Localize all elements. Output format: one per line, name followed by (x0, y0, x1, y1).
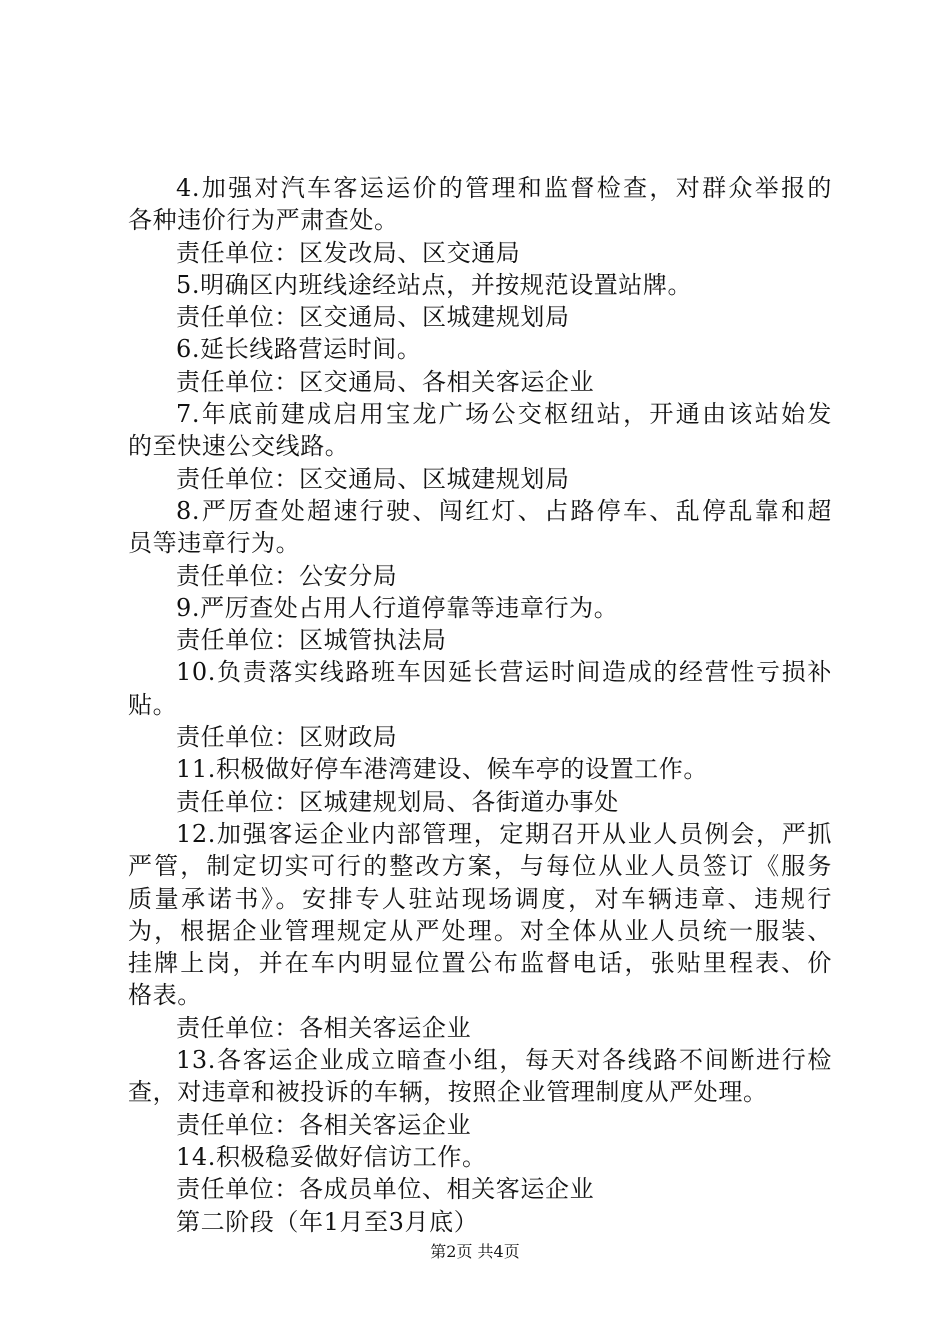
item-10-line-2: 贴。 (128, 690, 178, 719)
item-13-line-1: 13.各客运企业成立暗查小组，每天对各线路不间断进行检 (176, 1046, 832, 1075)
item-9-line-1: 9.严厉查处占用人行道停靠等违章行为。 (176, 593, 619, 622)
item-11-responsible: 责任单位：区城建规划局、各街道办事处 (176, 787, 619, 816)
item-4-line-1: 4.加强对汽车客运运价的管理和监督检查，对群众举报的 (176, 174, 832, 202)
item-4-responsible: 责任单位：区发改局、区交通局 (176, 238, 521, 267)
item-14-line-1: 14.积极稳妥做好信访工作。 (176, 1142, 487, 1171)
item-11-line-1: 11.积极做好停车港湾建设、候车亭的设置工作。 (176, 755, 708, 784)
item-10-responsible: 责任单位：区财政局 (176, 723, 398, 752)
item-12-line-4: 为，根据企业管理规定从严处理。对全体从业人员统一服装、 (128, 916, 832, 945)
item-8-responsible: 责任单位：公安分局 (176, 561, 398, 590)
item-6-responsible: 责任单位：区交通局、各相关客运企业 (176, 367, 595, 396)
item-5-line-1: 5.明确区内班线途经站点，并按规范设置站牌。 (176, 270, 693, 299)
item-12-line-6: 格表。 (128, 981, 202, 1010)
item-7-line-1: 7.年底前建成启用宝龙广场公交枢纽站，开通由该站始发 (176, 400, 832, 429)
item-9-responsible: 责任单位：区城管执法局 (176, 626, 447, 655)
section-heading-phase-2: 第二阶段（年1月至3月底） (176, 1207, 479, 1236)
item-5-responsible: 责任单位：区交通局、区城建规划局 (176, 303, 570, 332)
page-footer: 第2页 共4页 (430, 1242, 520, 1261)
item-14-responsible: 责任单位：各成员单位、相关客运企业 (176, 1175, 595, 1204)
item-12-line-3: 质量承诺书》。安排专人驻站现场调度，对车辆违章、违规行 (128, 884, 832, 913)
item-7-responsible: 责任单位：区交通局、区城建规划局 (176, 464, 570, 493)
item-13-responsible: 责任单位：各相关客运企业 (176, 1110, 472, 1139)
item-12-line-5: 挂牌上岗，并在车内明显位置公布监督电话，张贴里程表、价 (128, 949, 832, 978)
item-7-line-2: 的至快速公交线路。 (128, 432, 350, 461)
item-8-line-1: 8.严厉查处超速行驶、闯红灯、占路停车、乱停乱靠和超 (176, 496, 832, 525)
item-6-line-1: 6.延长线路营运时间。 (176, 335, 422, 364)
item-8-line-2: 员等违章行为。 (128, 529, 301, 558)
item-12-responsible: 责任单位：各相关客运企业 (176, 1013, 472, 1042)
item-10-line-1: 10.负责落实线路班车因延长营运时间造成的经营性亏损补 (176, 658, 832, 687)
item-13-line-2: 查，对违章和被投诉的车辆，按照企业管理制度从严处理。 (128, 1078, 768, 1107)
document-body (128, 172, 832, 1238)
item-4-line-2: 各种违价行为严肃查处。 (128, 206, 399, 235)
item-12-line-1: 12.加强客运企业内部管理，定期召开从业人员例会，严抓 (176, 819, 832, 848)
item-12-line-2: 严管，制定切实可行的整改方案，与每位从业人员签订《服务 (128, 852, 832, 881)
